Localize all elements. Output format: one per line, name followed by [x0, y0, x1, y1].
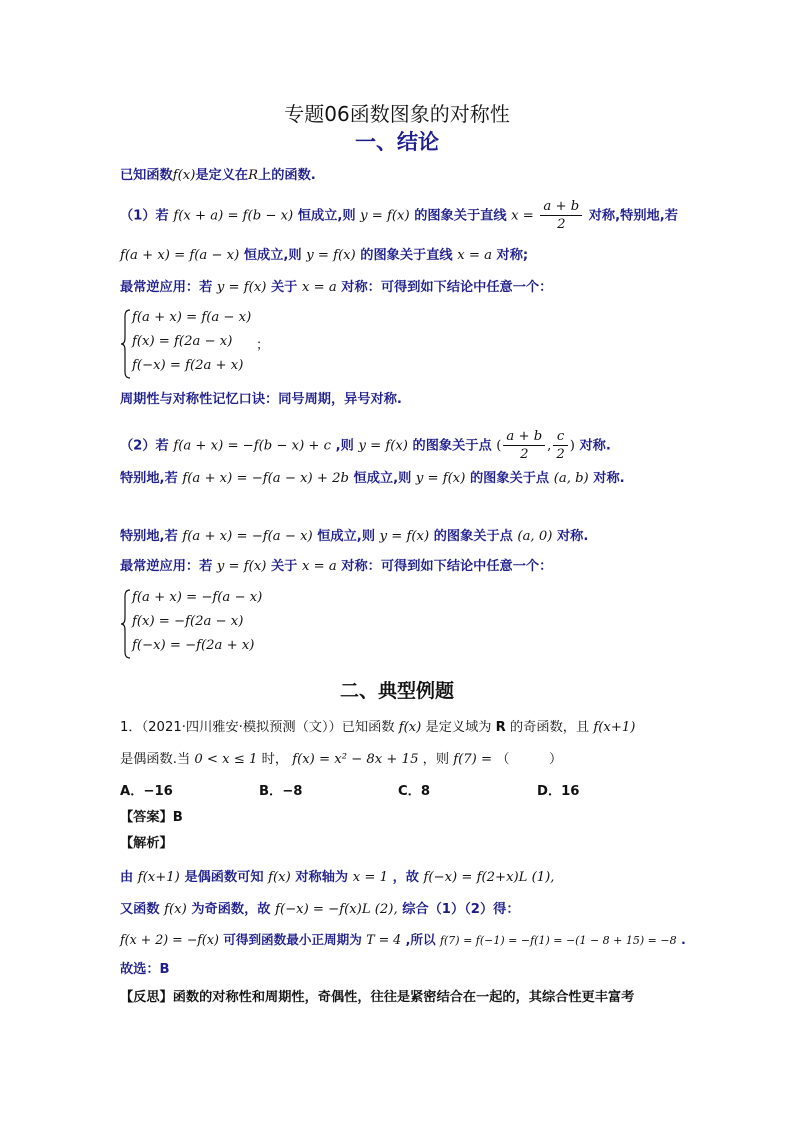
text: 对称.: [556, 529, 589, 544]
text: （2）若: [120, 438, 169, 454]
system-row: f(x) = f(2a − x): [132, 334, 233, 349]
numerator: a + b: [503, 428, 545, 446]
text: 的图象关于点: [412, 438, 492, 454]
system-row: f(−x) = −f(2a + x): [132, 638, 255, 653]
math: f(−x) = −f(x)L (2),: [275, 902, 398, 917]
section-heading-examples: 二、典型例题: [339, 680, 454, 702]
analysis-line-3: [120, 930, 686, 951]
text: 对称.: [579, 438, 611, 454]
option-b[interactable]: B．−8: [259, 784, 303, 799]
conclusion-1-line: [120, 198, 678, 233]
text: 的奇函数，且: [510, 720, 590, 735]
text: 对称轴为: [295, 870, 349, 885]
text: 上的函数.: [258, 168, 316, 183]
text: 恒成立,则: [297, 208, 356, 224]
math: y = f(x): [306, 248, 356, 263]
system-row: f(−x) = f(2a + x): [132, 358, 244, 373]
text: 为奇函数，故: [191, 902, 271, 917]
text: 最常逆应用：若: [120, 559, 213, 574]
text: 特别地,若: [120, 471, 178, 486]
text: 已知函数: [120, 168, 173, 183]
math: y = f(x): [216, 280, 267, 295]
math: T = 4: [366, 932, 402, 947]
text: 是定义域为: [425, 720, 492, 735]
math: f(x): [268, 870, 291, 885]
math: (a, 0): [517, 529, 553, 544]
math: f(x + 2) = −f(x): [120, 932, 219, 947]
math: f(−x) = f(2+x)L (1),: [423, 870, 555, 885]
math: f(x+1): [593, 720, 636, 735]
mnemonic-line: 周期性与对称性记忆口诀：同号周期，异号对称.: [120, 392, 402, 407]
text: （ ）: [496, 752, 563, 767]
choice-line: 故选：B: [120, 962, 170, 977]
option-d[interactable]: D．16: [537, 784, 580, 799]
math: f(a + x) = −f(a − x) + 2b: [182, 471, 349, 486]
text: 综合（1）（2）得：: [402, 902, 520, 917]
math: y = f(x): [360, 208, 410, 224]
text: 对称;: [496, 248, 529, 263]
text: 对称：可得到如下结论中任意一个：: [341, 559, 553, 574]
section-heading-conclusion: 一、结论: [355, 130, 439, 154]
numerator: a + b: [540, 198, 582, 216]
text: ,则: [335, 438, 354, 454]
inverse-application-line-1: [120, 278, 552, 298]
fraction: [553, 428, 567, 463]
math: x =: [511, 208, 534, 224]
document-title: 专题06函数图象的对称性: [284, 102, 510, 126]
math: 0 < x ≤ 1: [194, 752, 258, 767]
math: f(a + x) = −f(a − x): [182, 529, 313, 544]
special-case-line-1: [120, 469, 625, 489]
math: y = f(x): [358, 438, 408, 454]
math: f(x): [172, 168, 196, 183]
inverse-application-line-2: [120, 557, 552, 577]
math: f(7) = f(−1) = −f(1) = −(1 − 8 + 15) = −8: [439, 934, 677, 947]
system-row: f(a + x) = −f(a − x): [132, 590, 263, 605]
answer-line: 【答案】B: [120, 810, 183, 825]
text: 恒成立,则: [353, 471, 412, 486]
conclusion-1-special-line: [120, 246, 528, 266]
special-case-line-2: [120, 527, 588, 547]
equation-system-1: [120, 308, 380, 380]
question-1-line-1: [120, 718, 635, 738]
analysis-line-1: [120, 868, 555, 888]
math: f(x+1): [137, 870, 180, 885]
text: 时，: [261, 752, 289, 767]
math: f(7) =: [453, 752, 493, 767]
text: ，则: [422, 752, 450, 767]
reflection-line: 【反思】函数的对称性和周期性，奇偶性，往往是紧密结合在一起的，其综合性更丰富考: [120, 990, 635, 1005]
conclusion-2-line: （2）若 f(a + x) = −f(b − x) + c ,则 y = f(x) 的图象关于点 ( $\frac{a + b}{2}$ , $\frac{c}{2}$ ) 对称.: [120, 429, 611, 462]
left-brace-icon: [120, 308, 132, 380]
math: R: [495, 720, 506, 735]
fraction: [503, 428, 545, 463]
math: y = f(x): [216, 559, 267, 574]
math: x = a: [301, 559, 337, 574]
math: y = f(x): [379, 529, 430, 544]
intro-line: [120, 166, 316, 186]
math: x = 1: [352, 870, 388, 885]
math: f(x): [398, 720, 422, 735]
math: f(x) = x² − 8x + 15: [292, 752, 419, 767]
text: 由: [120, 870, 134, 885]
text: 的图象关于点: [469, 471, 550, 486]
numerator: c: [553, 428, 567, 446]
text: （1）若: [120, 208, 169, 224]
text: 最常逆应用：若: [120, 280, 213, 295]
text: 特别地,若: [120, 529, 178, 544]
option-a[interactable]: A．−16: [120, 784, 173, 799]
text: 关于: [271, 559, 298, 574]
text: 是定义在: [195, 168, 249, 183]
system-row: f(a + x) = f(a − x): [132, 310, 252, 325]
text: 是偶函数.当: [120, 752, 191, 767]
denominator: 2: [556, 447, 565, 462]
system-tail: ；: [256, 338, 270, 353]
text: 的图象关于点: [433, 529, 513, 544]
system-row: f(x) = −f(2a − x): [132, 614, 244, 629]
denominator: 2: [520, 447, 529, 462]
math: y = f(x): [415, 471, 466, 486]
math: (a, b): [553, 471, 589, 486]
answer-options: [120, 782, 580, 802]
text: 是偶函数可知: [184, 870, 264, 885]
math: f(a + x) = −f(b − x) + c: [173, 438, 332, 454]
math: f(x + a) = f(b − x): [173, 208, 294, 224]
fraction: [540, 198, 582, 233]
option-c[interactable]: C．8: [398, 784, 431, 799]
math: x = a: [301, 280, 337, 295]
question-1-line-2: [120, 750, 562, 770]
text: 又函数: [120, 902, 160, 917]
text: 关于: [271, 280, 298, 295]
left-brace-icon: [120, 588, 132, 660]
math: R: [248, 168, 259, 183]
analysis-line-2: [120, 900, 520, 920]
text: 可得到函数最小正周期为: [223, 932, 362, 947]
text: 对称.: [593, 471, 625, 486]
text: .: [681, 932, 686, 947]
text: 对称,特别地,若: [588, 208, 678, 224]
text: 恒成立,则: [243, 248, 302, 263]
text: 对称：可得到如下结论中任意一个：: [341, 280, 553, 295]
analysis-heading: 【解析】: [120, 836, 173, 851]
text: 的图象关于直线: [360, 248, 453, 263]
text: 的图象关于直线: [414, 208, 507, 224]
text: ，故: [392, 870, 419, 885]
denominator: 2: [557, 217, 566, 232]
equation-system-2: [120, 588, 380, 660]
text: 1．（2021·四川雅安·模拟预测（文））已知函数: [120, 720, 395, 735]
math: x = a: [457, 248, 492, 263]
math: f(x): [164, 902, 187, 917]
text: 恒成立,则: [317, 529, 376, 544]
text: ,所以: [405, 932, 436, 947]
math: f(a + x) = f(a − x): [120, 248, 240, 263]
